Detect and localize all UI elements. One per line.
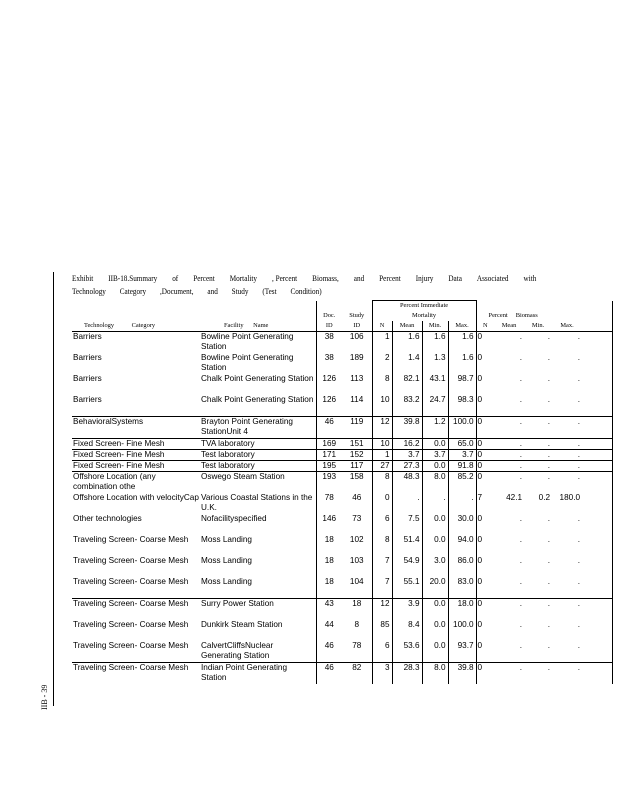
spacer-cell (582, 556, 612, 577)
biomass-min-cell: . (547, 353, 551, 362)
study-id-cell: 189 (349, 353, 364, 362)
biomass-mean-cell: 42.1 (506, 493, 523, 502)
study-id-cell: 113 (350, 374, 364, 383)
facility-cell: Moss Landing (200, 577, 316, 599)
facility-cell: Bowline Point Generating Station (201, 353, 294, 372)
biomass-max-cell: . (577, 514, 581, 523)
n-cell: 85 (372, 620, 392, 641)
biomass-max-cell: . (577, 374, 581, 383)
doc-id-cell: 38 (316, 332, 342, 354)
header-doc-bottom: ID (325, 322, 333, 329)
max-cell: 65.0 (448, 439, 476, 450)
biomass-mean-cell: . (519, 556, 523, 565)
doc-id-cell: 18 (316, 535, 342, 556)
n-cell: 1 (372, 332, 392, 354)
max-cell: 3.7 (448, 450, 476, 461)
biomass-min-cell: . (524, 439, 552, 450)
min-cell: 0.0 (422, 620, 448, 641)
caption-word: of (172, 274, 179, 283)
n-cell: 27 (372, 461, 392, 472)
mean-cell: 54.9 (392, 556, 422, 577)
table-row (72, 472, 612, 494)
table-row (72, 514, 612, 535)
min-cell: 1.2 (422, 417, 448, 439)
biomass-mean-cell: . (519, 514, 523, 523)
biomass-min-cell: . (524, 395, 552, 417)
caption-word: Associated (476, 274, 509, 283)
doc-id-cell: 18 (316, 556, 342, 577)
caption-word: , Percent (271, 274, 298, 283)
biomass-min-cell: . (547, 620, 551, 629)
n-cell: 2 (372, 353, 392, 374)
biomass-max-cell: . (577, 620, 581, 629)
biomass-max-cell: . (552, 461, 582, 472)
biomass-n-cell: 0 (477, 535, 483, 544)
n-cell: 3 (372, 663, 392, 685)
spacer-cell (582, 450, 612, 461)
facility-cell: Chalk Point Generating Station (200, 395, 316, 417)
technology-cell: Fixed Screen- Fine Mesh (72, 450, 200, 461)
biomass-n-cell: 0 (477, 353, 483, 362)
min-cell: 0.0 (422, 535, 448, 556)
mean-cell: 16.2 (392, 439, 422, 450)
technology-cell: Traveling Screen- Coarse Mesh (72, 641, 200, 663)
header-study-bottom: ID (353, 322, 361, 329)
technology-cell: Barriers (73, 374, 102, 383)
caption-word: IIB-18.Summary (108, 274, 158, 283)
header-bmin: Min. (531, 322, 545, 329)
n-cell: 6 (372, 514, 392, 535)
doc-id-cell: 195 (316, 461, 342, 472)
n-cell: 8 (372, 535, 392, 556)
technology-cell: Traveling Screen- Coarse Mesh (73, 535, 189, 544)
n-cell: 0 (372, 493, 392, 514)
table-row (72, 450, 612, 461)
caption-word: Mortality (229, 274, 257, 283)
facility-cell: Surry Power Station (201, 599, 274, 608)
mean-cell: 1.4 (392, 353, 422, 374)
caption-word: and (353, 274, 365, 283)
biomass-mean-cell: . (494, 577, 524, 599)
table-row (72, 556, 612, 577)
biomass-mean-cell: . (519, 620, 523, 629)
left-margin-rule (53, 272, 54, 706)
technology-cell: Other technologies (73, 514, 142, 523)
min-cell: . (422, 493, 448, 514)
facility-cell: Moss Landing (201, 535, 252, 544)
biomass-n-cell: 0 (476, 417, 494, 439)
mean-cell: 8.4 (392, 620, 422, 641)
doc-id-cell: 38 (316, 353, 342, 374)
table-row (72, 461, 612, 472)
header-technology: Technology (84, 322, 115, 329)
study-id-cell: 8 (354, 620, 360, 629)
header-facility: Facility (224, 322, 244, 329)
max-cell: 39.8 (448, 663, 476, 685)
spacer-cell (582, 577, 612, 599)
study-id-cell: 103 (349, 556, 364, 565)
mean-cell: 53.6 (392, 641, 422, 663)
min-cell: 8.0 (422, 472, 448, 494)
caption-word: Injury (415, 274, 434, 283)
table-row (72, 663, 612, 685)
table-row (72, 439, 612, 450)
max-cell: 30.0 (448, 514, 476, 535)
header-bmax: Max. (560, 322, 574, 329)
header-max: Max. (455, 322, 469, 329)
min-cell: 0.0 (422, 514, 448, 535)
max-cell: 85.2 (448, 472, 476, 494)
technology-cell: Traveling Screen- Coarse Mesh (73, 599, 189, 608)
biomass-mean-cell: . (519, 374, 523, 383)
biomass-max-cell: . (577, 332, 581, 341)
biomass-max-cell: . (552, 417, 582, 439)
biomass-mean-cell: . (519, 332, 523, 341)
spacer-cell (582, 395, 612, 417)
table-body (72, 332, 612, 685)
biomass-mean-cell: . (494, 641, 524, 663)
biomass-max-cell: . (577, 535, 581, 544)
table-row (72, 493, 612, 514)
min-cell: 0.0 (422, 461, 448, 472)
biomass-mean-cell: . (494, 461, 524, 472)
biomass-min-cell: . (524, 461, 552, 472)
doc-id-cell: 46 (316, 417, 342, 439)
header-category: Category (131, 322, 156, 329)
max-cell: 83.0 (448, 577, 476, 599)
n-cell: 6 (372, 641, 392, 663)
biomass-min-cell: . (547, 472, 551, 481)
doc-id-cell: 18 (316, 577, 342, 599)
spacer-cell (582, 353, 612, 374)
biomass-n-cell: 0 (476, 439, 494, 450)
study-id-cell: 18 (352, 599, 362, 608)
biomass-mean-cell: . (494, 395, 524, 417)
doc-id-cell: 46 (316, 663, 342, 685)
doc-id-cell: 169 (316, 439, 342, 450)
table-row (72, 332, 612, 354)
n-cell: 1 (372, 450, 392, 461)
biomass-min-cell: 0.2 (538, 493, 551, 502)
spacer-cell (582, 332, 612, 354)
technology-cell: Offshore Location (any combination othe (73, 472, 156, 491)
study-id-cell: 46 (352, 493, 362, 502)
facility-cell: Indian Point Generating Station (201, 663, 288, 682)
spacer-cell (582, 663, 612, 685)
n-cell: 10 (372, 395, 392, 417)
table-row (72, 417, 612, 439)
header-pb-top: Percent (488, 312, 508, 319)
study-id-cell: 117 (342, 461, 372, 472)
min-cell: 3.0 (422, 556, 448, 577)
study-id-cell: 78 (342, 641, 372, 663)
spacer-cell (582, 374, 612, 395)
biomass-n-cell: 0 (477, 599, 483, 608)
max-cell: 1.6 (448, 353, 476, 374)
min-cell: 24.7 (422, 395, 448, 417)
mean-cell: 51.4 (392, 535, 422, 556)
biomass-min-cell: . (547, 514, 551, 523)
caption-line-1 (72, 272, 536, 285)
header-pim-top: Percent Immediate (399, 302, 449, 309)
table-row (72, 620, 612, 641)
technology-cell: Fixed Screen- Fine Mesh (72, 439, 200, 450)
table-row (72, 374, 612, 395)
header-bmean: Mean (501, 322, 517, 329)
biomass-min-cell: . (524, 450, 552, 461)
mean-cell: 83.2 (392, 395, 422, 417)
facility-cell: CalvertCliffsNuclear Generating Station (200, 641, 316, 663)
biomass-n-cell: 0 (477, 374, 483, 383)
caption-word: Biomass, (312, 274, 339, 283)
max-cell: 18.0 (448, 599, 476, 621)
facility-cell: Oswego Steam Station (201, 472, 285, 481)
facility-cell: Moss Landing (201, 556, 252, 565)
doc-id-cell: 43 (316, 599, 342, 621)
biomass-max-cell: . (577, 556, 581, 565)
facility-cell: Nofacilityspecified (201, 514, 267, 523)
table-row (72, 641, 612, 663)
caption-word: with (523, 274, 537, 283)
biomass-min-cell: . (547, 535, 551, 544)
n-cell: 12 (372, 599, 392, 621)
doc-id-cell: 193 (316, 472, 342, 494)
biomass-min-cell: . (547, 374, 551, 383)
biomass-n-cell: 7 (477, 493, 483, 502)
max-cell: 93.7 (448, 641, 476, 663)
min-cell: 0.0 (422, 439, 448, 450)
biomass-n-cell: 0 (477, 663, 483, 672)
doc-id-cell: 171 (316, 450, 342, 461)
spacer-cell (582, 620, 612, 641)
study-id-cell: 82 (352, 663, 362, 672)
header-pb-top2: Biomass (515, 312, 538, 319)
technology-cell: Traveling Screen- Coarse Mesh (73, 620, 189, 629)
biomass-n-cell: 0 (477, 332, 483, 341)
technology-cell: Offshore Location with velocityCap (73, 493, 199, 502)
doc-id-cell: 126 (316, 395, 342, 417)
max-cell: 98.7 (448, 374, 476, 395)
biomass-max-cell: . (552, 450, 582, 461)
mean-cell: 1.6 (392, 332, 422, 354)
mean-cell: 3.7 (392, 450, 422, 461)
header-pim-bottom: Mortality (411, 312, 437, 319)
min-cell: 3.7 (422, 450, 448, 461)
spacer-cell (582, 641, 612, 663)
facility-cell: Test laboratory (200, 461, 316, 472)
biomass-n-cell: 0 (476, 450, 494, 461)
biomass-max-cell: 180.0 (559, 493, 581, 502)
min-cell: 0.0 (422, 641, 448, 663)
study-id-cell: 104 (342, 577, 372, 599)
spacer-cell (582, 493, 612, 514)
biomass-n-cell: 0 (476, 461, 494, 472)
biomass-n-cell: 0 (476, 395, 494, 417)
biomass-max-cell: . (552, 439, 582, 450)
study-id-cell: 119 (342, 417, 372, 439)
biomass-max-cell: . (577, 472, 581, 481)
spacer-cell (582, 514, 612, 535)
mean-cell: 82.1 (392, 374, 422, 395)
technology-cell: Barriers (72, 395, 200, 417)
mean-cell: . (392, 493, 422, 514)
biomass-n-cell: 0 (477, 620, 483, 629)
table-row (72, 599, 612, 621)
study-id-cell: 151 (342, 439, 372, 450)
doc-id-cell: 126 (316, 374, 342, 395)
biomass-mean-cell: . (494, 450, 524, 461)
header-study-top: Study (349, 312, 365, 319)
study-id-cell: 158 (349, 472, 364, 481)
min-cell: 1.6 (422, 332, 448, 354)
technology-cell: Fixed Screen- Fine Mesh (72, 461, 200, 472)
n-cell: 7 (372, 577, 392, 599)
header-min: Min. (428, 322, 442, 329)
spacer-cell (582, 461, 612, 472)
doc-id-cell: 44 (316, 620, 342, 641)
technology-cell: Traveling Screen- Coarse Mesh (73, 663, 189, 672)
max-cell: 94.0 (448, 535, 476, 556)
max-cell: 91.8 (448, 461, 476, 472)
max-cell: . (448, 493, 476, 514)
biomass-n-cell: 0 (477, 472, 483, 481)
max-cell: 1.6 (448, 332, 476, 354)
mean-cell: 55.1 (392, 577, 422, 599)
biomass-n-cell: 0 (477, 514, 483, 523)
biomass-mean-cell: . (519, 599, 523, 608)
n-cell: 12 (372, 417, 392, 439)
biomass-max-cell: . (552, 395, 582, 417)
mean-cell: 3.9 (392, 599, 422, 621)
header-bn: N (482, 322, 488, 329)
spacer-cell (582, 439, 612, 450)
min-cell: 43.1 (422, 374, 448, 395)
biomass-n-cell: 0 (476, 577, 494, 599)
exhibit-caption (72, 272, 536, 298)
biomass-n-cell: 0 (476, 641, 494, 663)
biomass-max-cell: . (552, 641, 582, 663)
spacer-cell (582, 417, 612, 439)
technology-cell: Traveling Screen- Coarse Mesh (73, 556, 189, 565)
n-cell: 8 (372, 472, 392, 494)
min-cell: 20.0 (422, 577, 448, 599)
header-doc-top: Doc. (323, 312, 336, 319)
study-id-cell: 102 (349, 535, 364, 544)
n-cell: 7 (372, 556, 392, 577)
technology-cell: Barriers (73, 332, 102, 341)
table-row (72, 395, 612, 417)
study-id-cell: 73 (352, 514, 362, 523)
biomass-mean-cell: . (494, 439, 524, 450)
mean-cell: 27.3 (392, 461, 422, 472)
facility-cell: Chalk Point Generating Station (201, 374, 314, 383)
mean-cell: 28.3 (392, 663, 422, 685)
max-cell: 86.0 (448, 556, 476, 577)
facility-cell: Dunkirk Steam Station (201, 620, 283, 629)
study-id-cell: 114 (342, 395, 372, 417)
spacer-cell (582, 472, 612, 494)
table-row (72, 577, 612, 599)
mortality-table (72, 300, 613, 684)
min-cell: 8.0 (422, 663, 448, 685)
min-cell: 0.0 (422, 599, 448, 621)
max-cell: 100.0 (448, 417, 476, 439)
study-id-cell: 106 (349, 332, 364, 341)
header-mean: Mean (399, 322, 415, 329)
min-cell: 1.3 (422, 353, 448, 374)
spacer-cell (582, 599, 612, 621)
max-cell: 100.0 (448, 620, 476, 641)
max-cell: 98.3 (448, 395, 476, 417)
page-number: IIB - 39 (40, 684, 49, 710)
biomass-max-cell: . (577, 663, 581, 672)
mean-cell: 39.8 (392, 417, 422, 439)
table-row (72, 353, 612, 374)
facility-cell: TVA laboratory (200, 439, 316, 450)
facility-cell: Brayton Point Generating StationUnit 4 (200, 417, 316, 439)
biomass-n-cell: 0 (477, 556, 483, 565)
technology-cell: Traveling Screen- Coarse Mesh (72, 577, 200, 599)
biomass-mean-cell: . (519, 663, 523, 672)
n-cell: 8 (372, 374, 392, 395)
caption-word: Exhibit (72, 274, 94, 283)
n-cell: 10 (372, 439, 392, 450)
technology-cell: BehavioralSystems (72, 417, 200, 439)
header-name: Name (253, 322, 269, 329)
table-row (72, 535, 612, 556)
biomass-max-cell: . (552, 577, 582, 599)
biomass-max-cell: . (577, 599, 581, 608)
biomass-min-cell: . (547, 556, 551, 565)
biomass-min-cell: . (547, 332, 551, 341)
biomass-min-cell: . (524, 577, 552, 599)
facility-cell: Test laboratory (200, 450, 316, 461)
biomass-mean-cell: . (494, 417, 524, 439)
biomass-min-cell: . (547, 599, 551, 608)
biomass-mean-cell: . (519, 353, 523, 362)
spacer-cell (582, 535, 612, 556)
technology-cell: Barriers (73, 353, 102, 362)
biomass-max-cell: . (577, 353, 581, 362)
biomass-mean-cell: . (519, 535, 523, 544)
biomass-min-cell: . (524, 641, 552, 663)
biomass-min-cell: . (547, 663, 551, 672)
doc-id-cell: 146 (316, 514, 342, 535)
mean-cell: 7.5 (392, 514, 422, 535)
study-id-cell: 152 (342, 450, 372, 461)
caption-line-2: Technology Category ,Document, and Study (Test Condition) (72, 287, 322, 296)
facility-cell: Bowline Point Generating Station (201, 332, 294, 351)
biomass-min-cell: . (524, 417, 552, 439)
facility-cell: Various Coastal Stations in the U.K. (201, 493, 313, 512)
doc-id-cell: 78 (316, 493, 342, 514)
caption-word: Percent (193, 274, 215, 283)
biomass-mean-cell: . (519, 472, 523, 481)
mean-cell: 48.3 (392, 472, 422, 494)
header-n: N (379, 322, 385, 329)
caption-word: Percent (379, 274, 401, 283)
doc-id-cell: 46 (316, 641, 342, 663)
caption-word: Data (448, 274, 462, 283)
